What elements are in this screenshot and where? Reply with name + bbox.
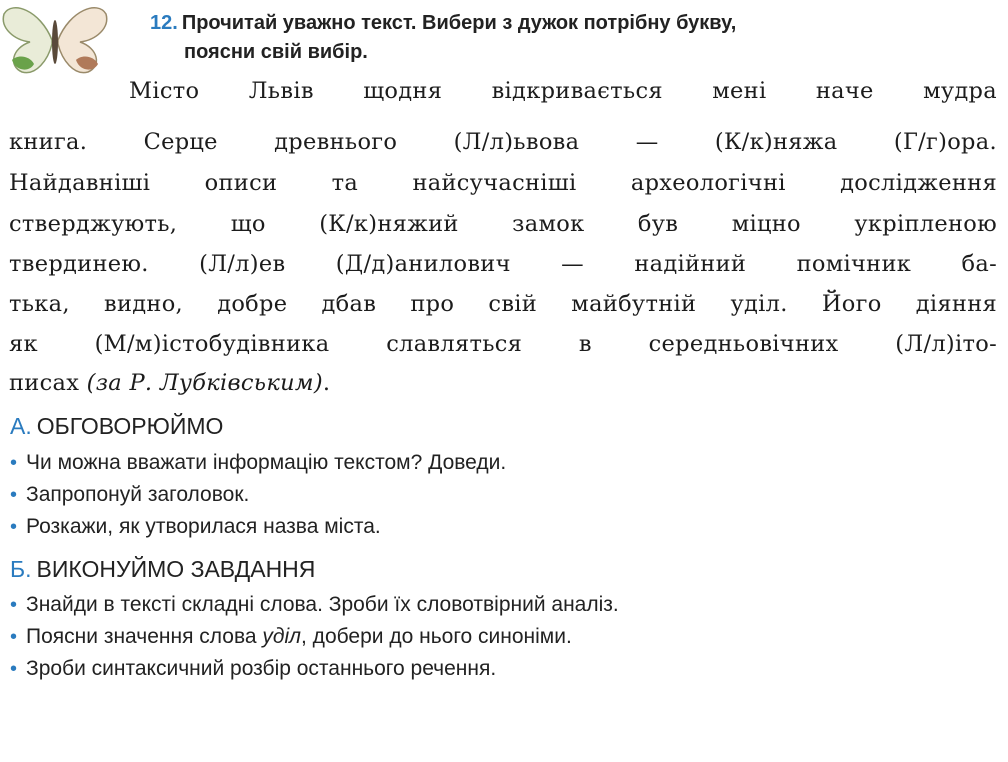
word: (Л/л)ьвова bbox=[453, 129, 580, 155]
text-line-8-start: писах bbox=[9, 370, 80, 396]
word: про bbox=[410, 291, 455, 317]
word: (М/м)істобудівника bbox=[94, 331, 330, 357]
word: майбутній bbox=[571, 291, 697, 317]
word: (Д/д)анилович bbox=[335, 251, 511, 277]
word: книга. bbox=[9, 129, 88, 155]
word: описи bbox=[204, 170, 278, 196]
section-a-item-1: • Чи можна вважати інформацію текстом? Доведи. bbox=[10, 451, 507, 474]
word: найсучасніші bbox=[412, 170, 577, 196]
word: як bbox=[9, 331, 38, 357]
text-line-5 bbox=[9, 251, 997, 277]
bullet-icon: • bbox=[10, 516, 18, 538]
task-heading bbox=[150, 9, 1000, 67]
word: середньовічних bbox=[648, 331, 839, 357]
section-b-item-2: • Поясни значення слова уділ, добери до нього синоніми. bbox=[10, 625, 572, 648]
bullet-icon: • bbox=[10, 594, 18, 616]
section-b-title bbox=[10, 556, 315, 583]
word: древнього bbox=[274, 129, 398, 155]
word: (Л/л)іто- bbox=[895, 331, 997, 357]
task-instruction-line-2: поясни свій вибір. bbox=[184, 41, 368, 63]
word: Найдавніші bbox=[9, 170, 151, 196]
word: (Л/л)ев bbox=[199, 251, 286, 277]
word: Львів bbox=[248, 78, 314, 104]
text-line-6 bbox=[9, 291, 997, 317]
text-line-7 bbox=[9, 331, 997, 357]
word: видно, bbox=[104, 291, 184, 317]
section-a-item-3: • Розкажи, як утворилася назва міста. bbox=[10, 515, 381, 538]
bullet-icon: • bbox=[10, 626, 18, 648]
word: Місто bbox=[129, 78, 200, 104]
word: надійний bbox=[634, 251, 747, 277]
word: славляться bbox=[386, 331, 523, 357]
word: стверджують, bbox=[9, 211, 178, 237]
word: добре bbox=[217, 291, 288, 317]
word: міцно bbox=[731, 211, 801, 237]
text-line-8-end: . bbox=[322, 370, 331, 396]
word: твердинею. bbox=[9, 251, 149, 277]
section-b-item-1: • Знайди в тексті складні слова. Зроби їх словотвірний аналіз. bbox=[10, 593, 619, 616]
word: археологічні bbox=[630, 170, 786, 196]
word: в bbox=[578, 331, 592, 357]
section-b-item-3: • Зроби синтаксичний розбір останнього речення. bbox=[10, 657, 497, 680]
bullet-icon: • bbox=[10, 452, 18, 474]
word: укріпленою bbox=[854, 211, 997, 237]
word: (К/к)няжа bbox=[714, 129, 838, 155]
word: мудра bbox=[923, 78, 997, 104]
word: — bbox=[635, 129, 659, 155]
section-a-label: ОБГОВОРЮЙМО bbox=[36, 413, 224, 439]
text-line-3 bbox=[9, 170, 997, 196]
word: дбав bbox=[321, 291, 377, 317]
word: діяння bbox=[915, 291, 997, 317]
word: Його bbox=[821, 291, 882, 317]
section-b-letter: Б. bbox=[10, 556, 32, 582]
word: дослідження bbox=[840, 170, 997, 196]
section-a-title bbox=[10, 413, 223, 440]
text-line-8 bbox=[9, 370, 330, 396]
text-line-1 bbox=[129, 78, 997, 104]
text-line-2 bbox=[9, 129, 997, 155]
section-a-item-2: • Запропонуй заголовок. bbox=[10, 483, 250, 506]
section-b-label: ВИКОНУЙМО ЗАВДАННЯ bbox=[36, 556, 316, 582]
word: був bbox=[637, 211, 679, 237]
section-a-letter: А. bbox=[10, 413, 32, 439]
word: тька, bbox=[9, 291, 70, 317]
word: щодня bbox=[363, 78, 443, 104]
word: замок bbox=[512, 211, 585, 237]
word: (Г/г)ора. bbox=[893, 129, 997, 155]
author-credit: (за Р. Лубківським) bbox=[86, 370, 323, 396]
word: наче bbox=[815, 78, 874, 104]
word: та bbox=[331, 170, 359, 196]
word: відкривається bbox=[491, 78, 663, 104]
word: Серце bbox=[143, 129, 218, 155]
word: свій bbox=[488, 291, 538, 317]
task-number: 12. bbox=[150, 12, 178, 34]
word: ба- bbox=[961, 251, 997, 277]
butterfly-icon bbox=[0, 0, 110, 80]
word: уділ. bbox=[730, 291, 788, 317]
word: (К/к)няжий bbox=[319, 211, 459, 237]
task-instruction-line-1: Прочитай уважно текст. Вибери з дужок потрібну букву, bbox=[181, 12, 737, 34]
word: помічник bbox=[796, 251, 912, 277]
text-line-4 bbox=[9, 211, 997, 237]
bullet-icon: • bbox=[10, 484, 18, 506]
bullet-icon: • bbox=[10, 658, 18, 680]
word: — bbox=[561, 251, 584, 277]
word: мені bbox=[712, 78, 767, 104]
word: що bbox=[230, 211, 266, 237]
